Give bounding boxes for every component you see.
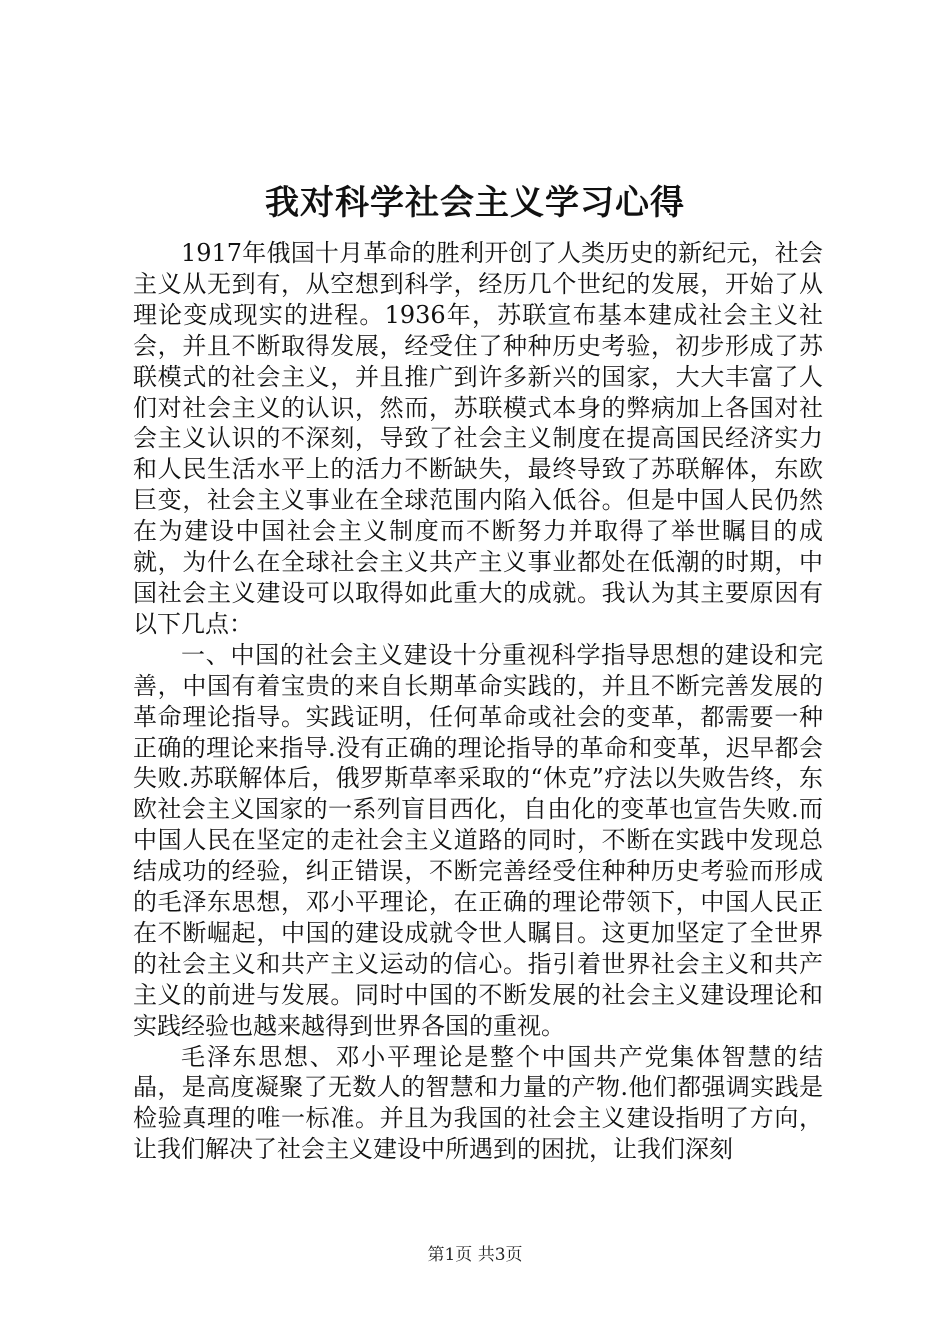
paragraph-3: 毛泽东思想、邓小平理论是整个中国共产党集体智慧的结晶，是高度凝聚了无数人的智慧和力量的产物.他们都强调实践是检验真理的唯一标准。并且为我国的社会主义建设指明了方向，让我们解决了社会主义建设中所遇到的困扰，让我们深刻 (133, 1042, 823, 1164)
document-title: 我对科学社会主义学习心得 (265, 183, 685, 223)
paragraph-2: 一、中国的社会主义建设十分重视科学指导思想的建设和完善，中国有着宝贵的来自长期革命实践的，并且不断完善发展的革命理论指导。实践证明，任何革命或社会的变革，都需要一种正确的理论来指导.没有正确的理论指导的革命和变革，迟早都会失败.苏联解体后，俄罗斯草率采取的“休克”疗法以失败告终，东欧社会主义国家的一系列盲目西化，自由化的变革也宣告失败.而中国人民在坚定的走社会主义道路的同时，不断在实践中发现总结成功的经验，纠正错误，不断完善经受住种种历史考验而形成的毛泽东思想，邓小平理论，在正确的理论带领下，中国人民正在不断崛起，中国的建设成就令世人瞩目。这更加坚定了全世界的社会主义和共产主义运动的信心。指引着世界社会主义和共产主义的前进与发展。同时中国的不断发展的社会主义建设理论和实践经验也越来越得到世界各国的重视。 (133, 640, 823, 1040)
page-footer: 第1页 共3页 (427, 1245, 523, 1265)
paragraph-1: 1917年俄国十月革命的胜利开创了人类历史的新纪元，社会主义从无到有，从空想到科学，经历几个世纪的发展，开始了从理论变成现实的进程。1936年，苏联宣布基本建成社会主义社会，并且不断取得发展，经受住了种种历史考验，初步形成了苏联模式的社会主义，并且推广到许多新兴的国家，大大丰富了人们对社会主义的认识，然而，苏联模式本身的弊病加上各国对社会主义认识的不深刻，导致了社会主义制度在提高国民经济实力和人民生活水平上的活力不断缺失，最终导致了苏联解体，东欧巨变，社会主义事业在全球范围内陷入低谷。但是中国人民仍然在为建设中国社会主义制度而不断努力并取得了举世瞩目的成就，为什么在全球社会主义共产主义事业都处在低潮的时期，中国社会主义建设可以取得如此重大的成就。我认为其主要原因有以下几点： (133, 239, 823, 638)
document-body (133, 238, 823, 1165)
